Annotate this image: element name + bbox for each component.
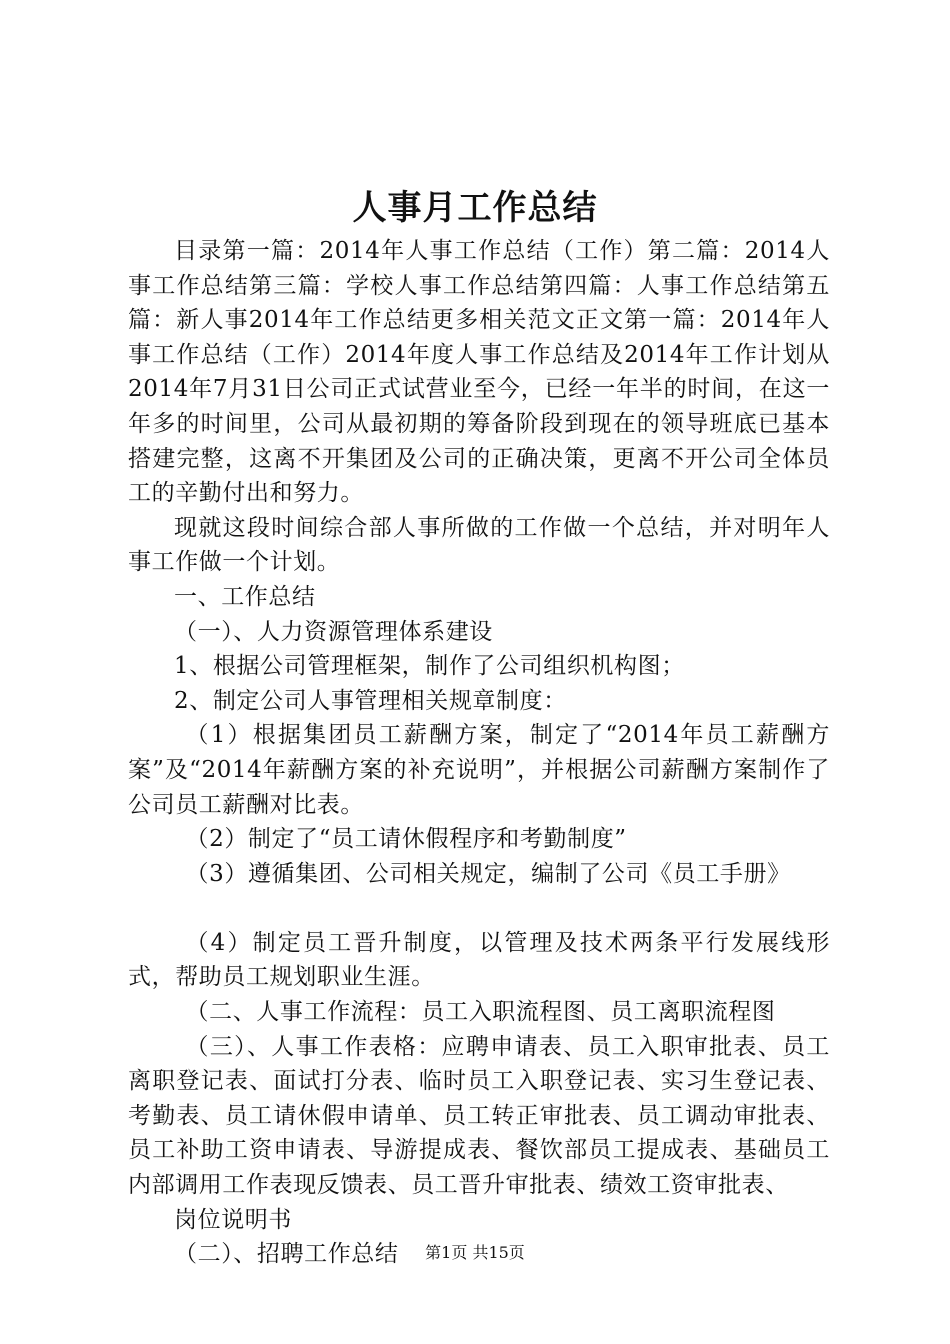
list-item-regulations: 2、制定公司人事管理相关规章制度： — [174, 687, 567, 714]
section-heading-work-summary: 一、工作总结 — [174, 583, 316, 610]
list-item-hr-workflow: （二、人事工作流程：员工入职流程图、员工离职流程图 — [185, 999, 776, 1026]
list-item-leave-policy: （2）制定了“员工请休假程序和考勤制度” — [185, 826, 627, 853]
subsection-heading-hr-system: （一）、人力资源管理体系建设 — [174, 618, 493, 645]
blank-line — [128, 891, 830, 926]
list-item-hr-forms: （三）、人事工作表格：应聘申请表、员工入职审批表、员工离职登记表、面试打分表、临时员工入职登记表、实习生登记表、考勤表、员工请休假申请单、员工转正审批表、员工调动审批表、员工补助工资申请表、导游提成表、餐饮部员工提成表、基础员工内部调用工作表现反馈表、员工晋升审批表、绩效工资审批表、 — [128, 1033, 830, 1199]
page-footer: 第1页 共15页 — [425, 1243, 525, 1262]
list-item-org-chart: 1、根据公司管理框架，制作了公司组织机构图； — [174, 653, 685, 680]
paragraph-toc-intro: 目录第一篇：2014年人事工作总结（工作）第二篇：2014人事工作总结第三篇：学校人事工作总结第四篇：人事工作总结第五篇：新人事2014年工作总结更多相关范文正文第一篇：2014年人事工作总结（工作）2014年度人事工作总结及2014年工作计划从2014年7月31日公司正式试营业至今，已经一年半的时间，在这一年多的时间里，公司从最初期的筹备阶段到现在的领导班底已基本搭建完整，这离不开集团及公司的正确决策，更离不开公司全体员工的辛勤付出和努力。 — [128, 238, 830, 507]
list-item-salary-plan: （1）根据集团员工薪酬方案，制定了“2014年员工薪酬方案”及“2014年薪酬方案的补充说明”，并根据公司薪酬方案制作了公司员工薪酬对比表。 — [128, 722, 830, 818]
document-title: 人事月工作总结 — [352, 188, 598, 228]
list-item-promotion-policy: （4）制定员工晋升制度，以管理及技术两条平行发展线形式，帮助员工规划职业生涯。 — [128, 929, 830, 991]
list-item-job-description: 岗位说明书 — [174, 1206, 292, 1233]
list-item-employee-handbook: （3）遵循集团、公司相关规定，编制了公司《员工手册》 — [185, 860, 791, 887]
document-body — [128, 234, 830, 1272]
subsection-heading-recruitment: （二）、招聘工作总结 — [174, 1241, 399, 1268]
paragraph-summary-intent: 现就这段时间综合部人事所做的工作做一个总结，并对明年人事工作做一个计划。 — [128, 514, 830, 576]
